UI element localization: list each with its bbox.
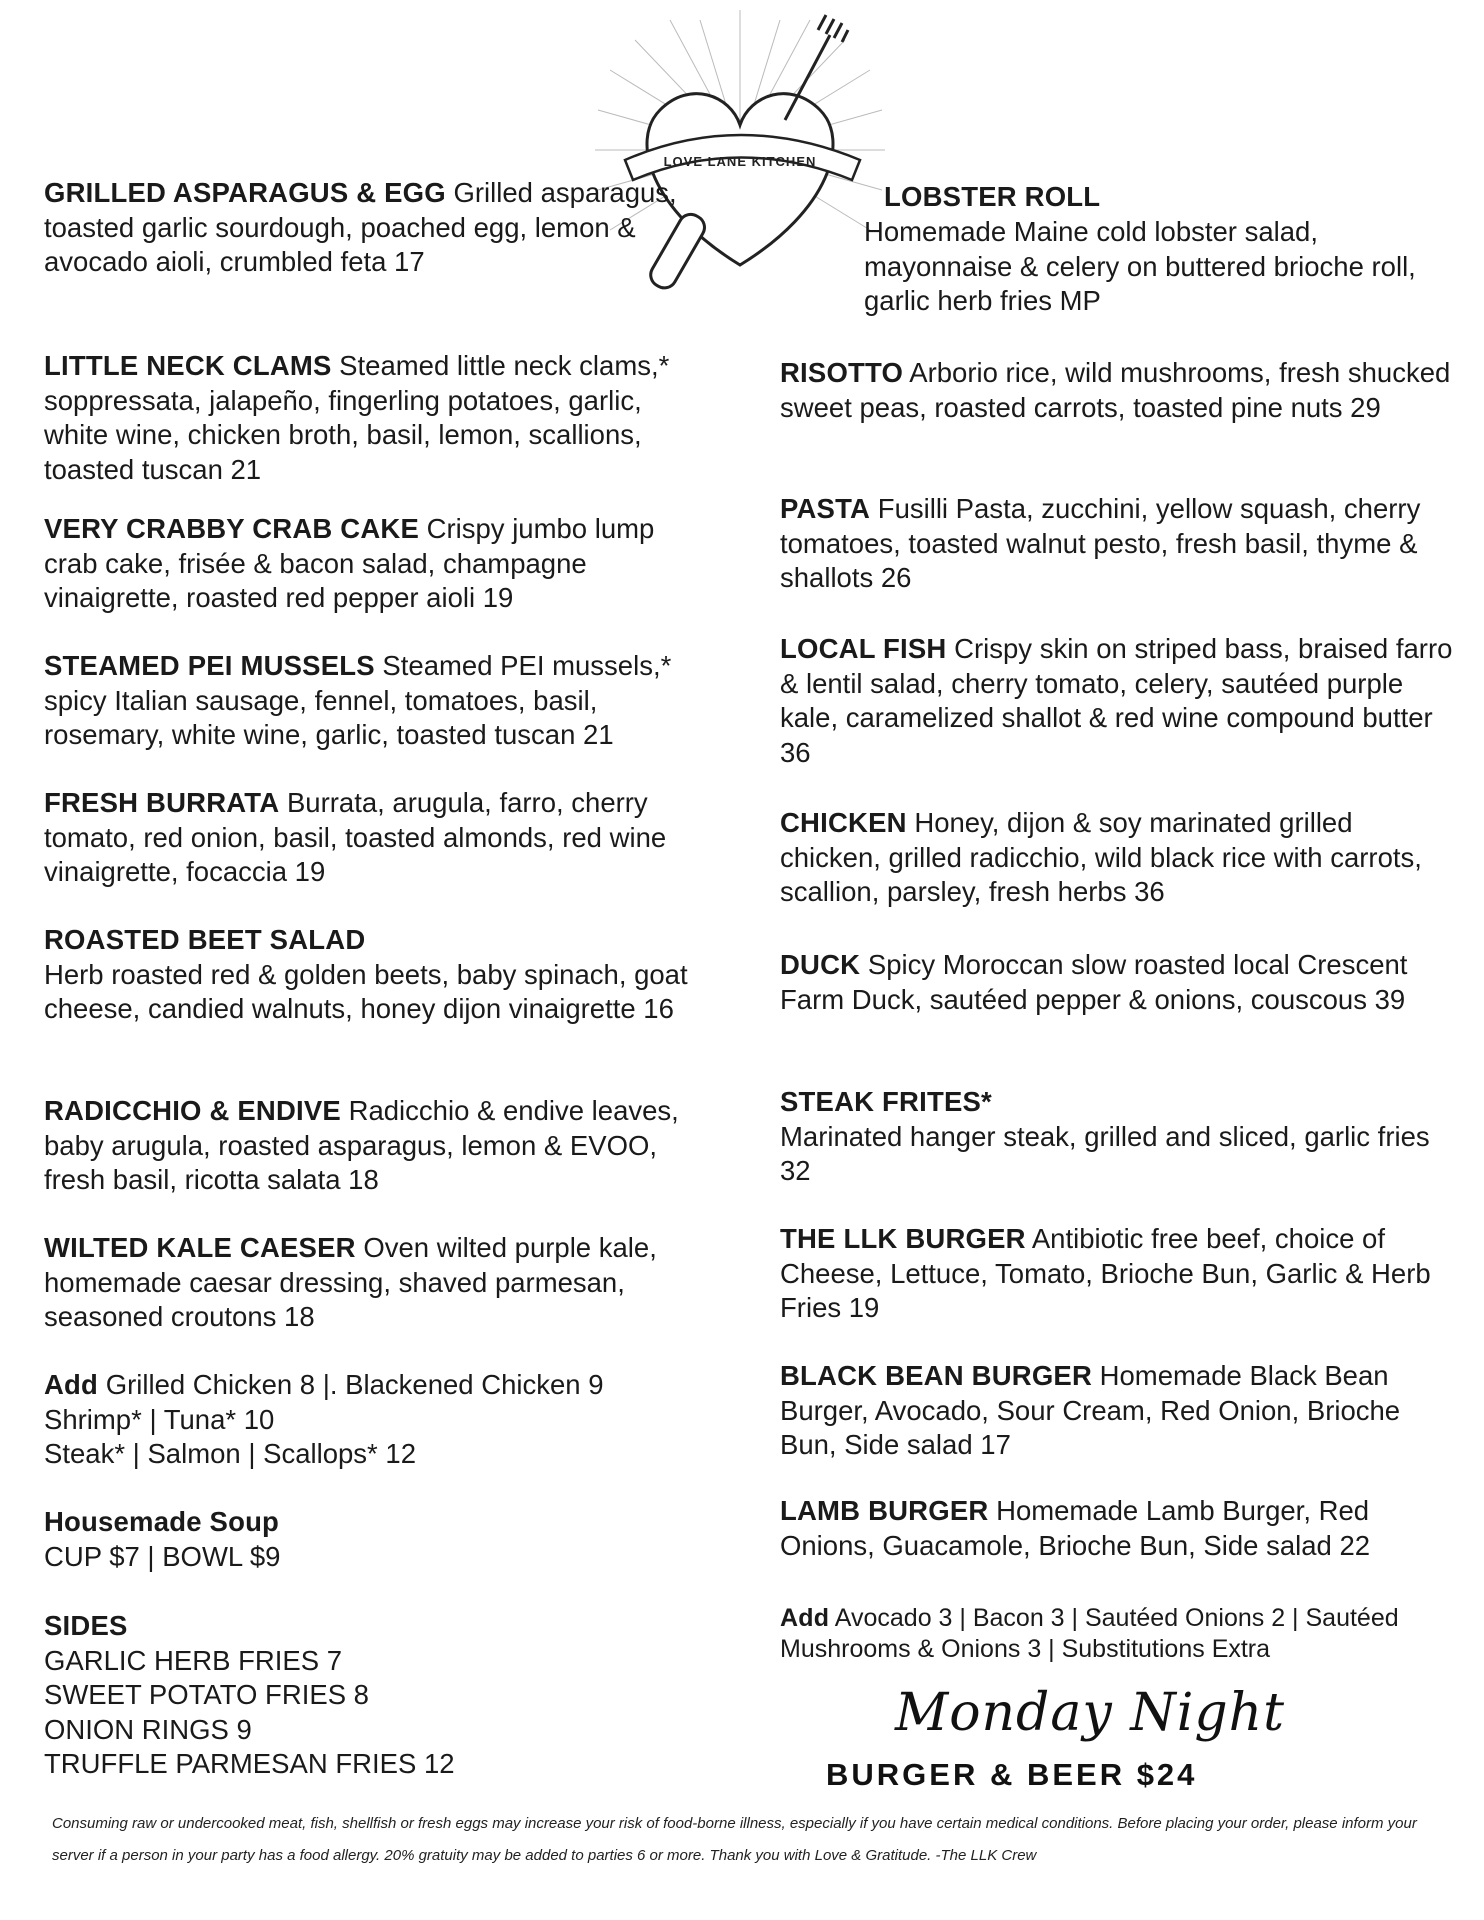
item-title: CHICKEN — [780, 807, 907, 838]
menu-item-fresh-burrata — [44, 786, 704, 890]
menu-item-duck — [780, 948, 1460, 1017]
menu-item-roasted-beet-salad — [44, 923, 704, 1027]
side-item: TRUFFLE PARMESAN FRIES 12 — [44, 1748, 455, 1779]
item-title: STEAMED PEI MUSSELS — [44, 650, 375, 681]
item-desc: Steamed little neck clams,* soppressata, jalapeño, fingerling potatoes, garlic, white wine, chicken broth, basil, lemon, scallions, toasted tuscan 21 — [44, 350, 670, 485]
add-proteins — [44, 1368, 704, 1472]
menu-item-grilled-asparagus-egg — [44, 176, 704, 280]
item-desc: Marinated hanger steak, grilled and sliced, garlic fries 32 — [780, 1120, 1430, 1186]
soup-prices: CUP $7 | BOWL $9 — [44, 1540, 281, 1572]
menu-item-chicken — [780, 806, 1460, 910]
side-item: ONION RINGS 9 — [44, 1713, 252, 1745]
food-safety-disclaimer: Consuming raw or undercooked meat, fish, shellfish or fresh eggs may increase your risk of food-borne illness, especially if you have certain medical conditions. Before placing your order, please inform your server if a person in your party has a food allergy. 20% gratuity may be added to parties 6 or more. Thank you with Love & Gratitude. -The LLK Crew — [52, 1815, 1417, 1864]
item-desc: Oven wilted purple kale, homemade caesar dressing, shaved parmesan, seasoned croutons 18 — [44, 1232, 657, 1332]
menu-item-pasta — [780, 492, 1460, 596]
menu-item-llk-burger — [780, 1222, 1460, 1326]
housemade-soup — [44, 1505, 704, 1574]
menu-item-crab-cake — [44, 512, 704, 616]
menu-item-radicchio-endive — [44, 1094, 704, 1198]
item-desc: Herb roasted red & golden beets, baby spinach, goat cheese, candied walnuts, honey dijon vinaigrette 16 — [44, 958, 688, 1024]
monday-night-script: Monday Night — [895, 1683, 1286, 1743]
menu-item-little-neck-clams — [44, 349, 704, 487]
item-title: LITTLE NECK CLAMS — [44, 350, 332, 381]
side-item: GARLIC HERB FRIES 7 — [44, 1644, 342, 1676]
item-desc: Crispy skin on striped bass, braised farro & lentil salad, cherry tomato, celery, sautéed purple kale, caramelized shallot & red wine compound butter 36 — [780, 633, 1453, 768]
item-title: DUCK — [780, 949, 861, 980]
item-desc: Crispy jumbo lump crab cake, frisée & bacon salad, champagne vinaigrette, roasted red pepper aioli 19 — [44, 513, 655, 613]
item-title: FRESH BURRATA — [44, 787, 280, 818]
logo-text: LOVE LANE KITCHEN — [663, 154, 817, 169]
menu-item-lamb-burger — [780, 1494, 1460, 1563]
add-label: Add — [44, 1369, 99, 1400]
item-title: RISOTTO — [780, 357, 904, 388]
sides-section — [44, 1609, 704, 1782]
item-desc: Antibiotic free beef, choice of Cheese, Lettuce, Tomato, Brioche Bun, Garlic & Herb Fries 19 — [780, 1223, 1431, 1323]
add-toppings — [780, 1603, 1460, 1665]
item-title: LOBSTER ROLL — [884, 181, 1101, 212]
item-title: RADICCHIO & ENDIVE — [44, 1095, 341, 1126]
item-desc: Grilled asparagus, toasted garlic sourdough, poached egg, lemon & avocado aioli, crumbled feta 17 — [44, 177, 677, 277]
item-desc: Radicchio & endive leaves, baby arugula, roasted asparagus, lemon & EVOO, fresh basil, ricotta salata 18 — [44, 1095, 679, 1195]
item-desc: Homemade Lamb Burger, Red Onions, Guacamole, Brioche Bun, Side salad 22 — [780, 1495, 1371, 1561]
add-line-3: Steak* | Salmon | Scallops* 12 — [44, 1438, 416, 1469]
add-line-2: Shrimp* | Tuna* 10 — [44, 1403, 275, 1435]
item-desc: Burrata, arugula, farro, cherry tomato, red onion, basil, toasted almonds, red wine vinaigrette, focaccia 19 — [44, 787, 667, 887]
menu-item-steak-frites — [780, 1085, 1460, 1189]
item-title: WILTED KALE CAESER — [44, 1232, 356, 1263]
side-item: SWEET POTATO FRIES 8 — [44, 1679, 369, 1710]
lobster-roll-desc-wrap — [824, 215, 1444, 319]
soup-title: Housemade Soup — [44, 1506, 280, 1537]
item-title: LOCAL FISH — [780, 633, 947, 664]
burger-beer-promo: BURGER & BEER $24 — [826, 1757, 1198, 1792]
item-title: GRILLED ASPARAGUS & EGG — [44, 177, 446, 208]
item-title: VERY CRABBY CRAB CAKE — [44, 513, 419, 544]
item-desc: Homemade Black Bean Burger, Avocado, Sour Cream, Red Onion, Brioche Bun, Side salad 17 — [780, 1360, 1401, 1460]
menu-item-pei-mussels — [44, 649, 704, 753]
item-desc: Honey, dijon & soy marinated grilled chicken, grilled radicchio, wild black rice with carrots, scallion, parsley, fresh herbs 36 — [780, 807, 1422, 907]
item-desc: Spicy Moroccan slow roasted local Crescent Farm Duck, sautéed pepper & onions, couscous 39 — [780, 949, 1408, 1015]
item-title: LAMB BURGER — [780, 1495, 989, 1526]
add-toppings-text: Avocado 3 | Bacon 3 | Sautéed Onions 2 | Sautéed Mushrooms & Onions 3 | Substitutions Extra — [780, 1604, 1399, 1663]
item-title: PASTA — [780, 493, 871, 524]
item-desc: Steamed PEI mussels,* spicy Italian sausage, fennel, tomatoes, basil, rosemary, white wine, garlic, toasted tuscan 21 — [44, 650, 672, 750]
add-label: Add — [780, 1604, 830, 1632]
item-desc: Arborio rice, wild mushrooms, fresh shucked sweet peas, roasted carrots, toasted pine nuts 29 — [780, 357, 1451, 423]
menu-item-lobster-roll — [826, 180, 1426, 215]
item-title: THE LLK BURGER — [780, 1223, 1026, 1254]
add-line-1: Grilled Chicken 8 |. Blackened Chicken 9 — [98, 1369, 604, 1400]
menu-item-black-bean-burger — [780, 1359, 1460, 1463]
menu-item-risotto — [780, 356, 1460, 425]
item-title: ROASTED BEET SALAD — [44, 924, 366, 955]
menu-item-local-fish — [780, 632, 1460, 770]
item-desc: Homemade Maine cold lobster salad, mayonnaise & celery on buttered brioche roll, garlic herb fries MP — [864, 216, 1416, 316]
item-title: BLACK BEAN BURGER — [780, 1360, 1093, 1391]
item-desc: Fusilli Pasta, zucchini, yellow squash, cherry tomatoes, toasted walnut pesto, fresh basil, thyme & shallots 26 — [780, 493, 1421, 593]
menu-item-wilted-kale-caeser — [44, 1231, 704, 1335]
item-title: STEAK FRITES* — [780, 1086, 992, 1117]
sides-title: SIDES — [44, 1610, 128, 1641]
